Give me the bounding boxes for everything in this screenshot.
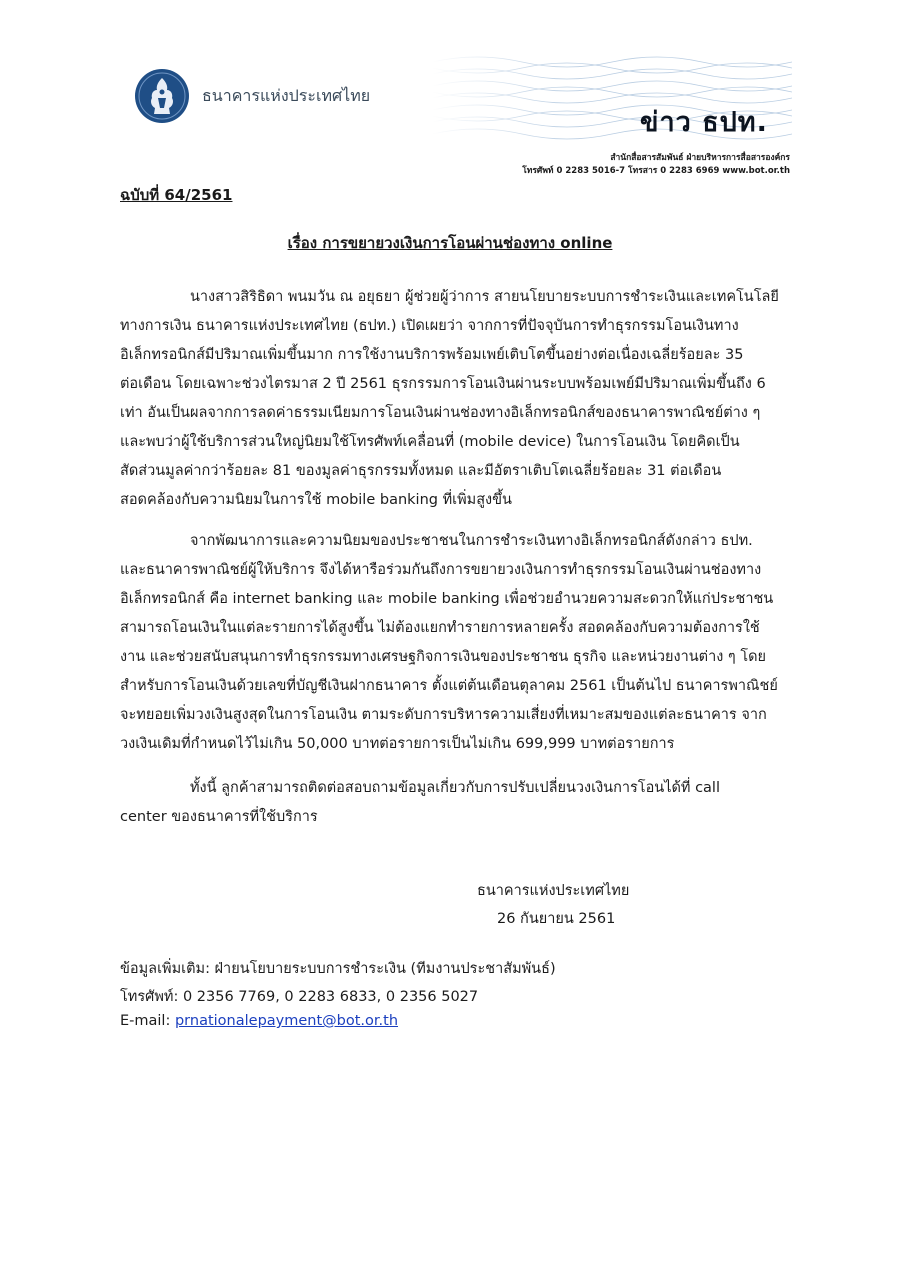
paragraph-2-line-2: และธนาคารพาณิชย์ผู้ให้บริการ จึงได้หารือร่วมกันถึงการขยายวงเงินการทำธุรกรรมโอนเงินผ่านช่องทาง — [120, 562, 762, 578]
paragraph-1-line-1: นางสาวสิริธิดา พนมวัน ณ อยุธยา ผู้ช่วยผู้ว่าการ สายนโยบายระบบการชำระเงินและเทคโนโลยี — [190, 289, 779, 305]
news-title: ข่าว ธปท. — [640, 107, 768, 138]
org-name: ธนาคารแห่งประเทศไทย — [202, 86, 371, 105]
footer-email-label: E-mail: — [120, 1013, 175, 1029]
email-link[interactable]: prnationalepayment@bot.or.th — [174, 1013, 399, 1029]
issue-number: ฉบับที่ 64/2561 — [120, 186, 233, 204]
paragraph-2-line-1: จากพัฒนาการและความนิยมของประชาชนในการชำระเงินทางอิเล็กทรอนิกส์ดังกล่าว ธปท. — [190, 533, 753, 549]
paragraph-2-line-4: สามารถโอนเงินในแต่ละรายการได้สูงขึ้น ไม่ต้องแยกทำรายการหลายครั้ง สอดคล้องกับความต้องการใช้ — [120, 620, 760, 636]
paragraph-1-line-7: สัดส่วนมูลค่ากว่าร้อยละ 81 ของมูลค่าธุรกรรมทั้งหมด และมีอัตราเติบโตเฉลี่ยร้อยละ 31 ต่อเดือน — [120, 463, 722, 479]
signature-date: 26 กันยายน 2561 — [497, 911, 616, 927]
paragraph-2-line-3: อิเล็กทรอนิกส์ คือ internet banking และ mobile banking เพื่อช่วยอำนวยความสะดวกให้แก่ประชาชน — [120, 591, 774, 607]
bot-seal-icon — [134, 68, 190, 124]
contact-line-phone: โทรศัพท์ 0 2283 5016-7 โทรสาร 0 2283 6969 www.bot.or.th — [522, 166, 790, 176]
contact-line-department: สำนักสื่อสารสัมพันธ์ ฝ่ายบริหารการสื่อสารองค์กร — [610, 153, 790, 163]
footer-info: ข้อมูลเพิ่มเติม: ฝ่ายนโยบายระบบการชำระเงิน (ทีมงานประชาสัมพันธ์) — [120, 961, 556, 977]
paragraph-2-line-6: สำหรับการโอนเงินด้วยเลขที่บัญชีเงินฝากธนาคาร ตั้งแต่ต้นเดือนตุลาคม 2561 เป็นต้นไป ธนาคารพาณิชย์ — [120, 678, 778, 694]
footer-email-row — [120, 1013, 398, 1029]
paragraph-3-line-2: center ของธนาคารที่ใช้บริการ — [120, 809, 318, 825]
paragraph-1-line-6: และพบว่าผู้ใช้บริการส่วนใหญ่นิยมใช้โทรศัพท์เคลื่อนที่ (mobile device) ในการโอนเงิน โดยคิดเป็น — [120, 434, 740, 450]
paragraph-2-line-7: จะทยอยเพิ่มวงเงินสูงสุดในการโอนเงิน ตามระดับการบริหารความเสี่ยงที่เหมาะสมของแต่ละธนาคาร จาก — [120, 707, 767, 723]
subject-text: เรื่อง การขยายวงเงินการโอนผ่านช่องทาง online — [287, 234, 613, 252]
paragraph-2-line-5: งาน และช่วยสนับสนุนการทำธุรกรรมทางเศรษฐกิจการเงินของประชาชน ธุรกิจ และหน่วยงานต่าง ๆ โดย — [120, 649, 767, 665]
signature-org: ธนาคารแห่งประเทศไทย — [477, 883, 630, 899]
paragraph-2-line-8: วงเงินเดิมที่กำหนดไว้ไม่เกิน 50,000 บาทต่อรายการเป็นไม่เกิน 699,999 บาทต่อรายการ — [120, 736, 675, 752]
paragraph-1-line-4: ต่อเดือน โดยเฉพาะช่วงไตรมาส 2 ปี 2561 ธุรกรรมการโอนเงินผ่านระบบพร้อมเพย์มีปริมาณเพิ่มขึ้นถึง 6 — [120, 376, 766, 392]
subject-heading — [0, 231, 900, 255]
paragraph-1-line-2: ทางการเงิน ธนาคารแห่งประเทศไทย (ธปท.) เปิดเผยว่า จากการที่ปัจจุบันการทำธุรกรรมโอนเงินทาง — [120, 318, 739, 334]
paragraph-1-line-5: เท่า อันเป็นผลจากการลดค่าธรรมเนียมการโอนเงินผ่านช่องทางอิเล็กทรอนิกส์ของธนาคารพาณิชย์ต่าง ๆ — [120, 405, 761, 421]
paragraph-1-line-8: สอดคล้องกับความนิยมในการใช้ mobile banking ที่เพิ่มสูงขึ้น — [120, 492, 512, 508]
paragraph-3-line-1: ทั้งนี้ ลูกค้าสามารถติดต่อสอบถามข้อมูลเกี่ยวกับการปรับเปลี่ยนวงเงินการโอนได้ที่ call — [190, 780, 720, 796]
footer-phone: โทรศัพท์: 0 2356 7769, 0 2283 6833, 0 2356 5027 — [120, 989, 479, 1005]
paragraph-1-line-3: อิเล็กทรอนิกส์มีปริมาณเพิ่มขึ้นมาก การใช้งานบริการพร้อมเพย์เติบโตขึ้นอย่างต่อเนื่องเฉลี่ยร้อยละ 35 — [120, 347, 744, 363]
